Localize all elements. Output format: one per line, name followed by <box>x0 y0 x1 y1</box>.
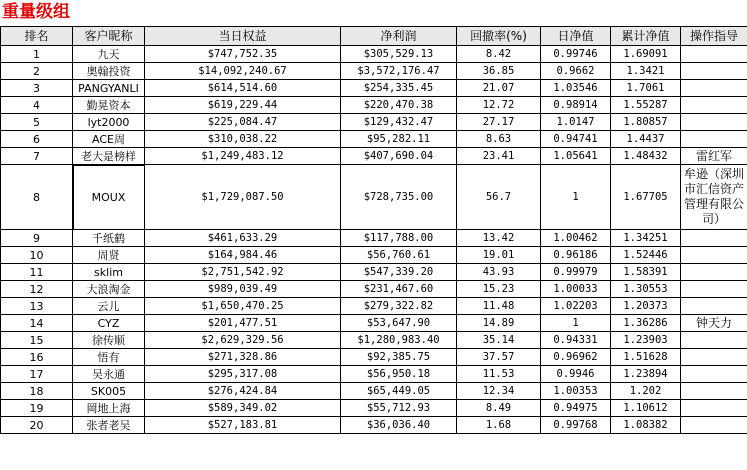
cell-guidance[interactable] <box>681 264 747 281</box>
cell-daily-nav[interactable]: 1.0147 <box>541 114 611 131</box>
cell-guidance[interactable] <box>681 298 747 315</box>
cell-daily-nav[interactable]: 0.94331 <box>541 332 611 349</box>
cell-nickname[interactable]: MOUX <box>73 165 145 230</box>
cell-drawdown[interactable]: 8.63 <box>457 131 541 148</box>
cell-profit[interactable]: $1,280,983.40 <box>341 332 457 349</box>
cell-nickname[interactable]: 张者老吴 <box>73 417 145 434</box>
cell-daily-nav[interactable]: 0.94975 <box>541 400 611 417</box>
cell-nickname[interactable]: 千纸鹤 <box>73 230 145 247</box>
header-rank[interactable]: 排名 <box>1 27 73 46</box>
header-cumulative-nav[interactable]: 累计净值 <box>611 27 681 46</box>
cell-nickname[interactable]: 岡地上海 <box>73 400 145 417</box>
cell-daily-nav[interactable]: 1.05641 <box>541 148 611 165</box>
cell-daily-nav[interactable]: 0.9662 <box>541 63 611 80</box>
cell-guidance[interactable] <box>681 230 747 247</box>
cell-daily-nav[interactable]: 0.96962 <box>541 349 611 366</box>
cell-guidance[interactable] <box>681 417 747 434</box>
table-row <box>1 46 747 63</box>
cell-drawdown[interactable]: 36.85 <box>457 63 541 80</box>
cell-rank[interactable]: 5 <box>1 114 73 131</box>
group-title: 重量级组 <box>2 2 70 22</box>
cell-nickname[interactable]: 悟有 <box>73 349 145 366</box>
cell-rank[interactable]: 10 <box>1 247 73 264</box>
cell-cumulative-nav[interactable]: 1.52446 <box>611 247 681 264</box>
cell-rank[interactable]: 11 <box>1 264 73 281</box>
cell-drawdown[interactable]: 43.93 <box>457 264 541 281</box>
table-row <box>1 366 747 383</box>
table-row <box>1 63 747 80</box>
cell-drawdown[interactable]: 56.7 <box>457 165 541 230</box>
cell-profit[interactable]: $231,467.60 <box>341 281 457 298</box>
cell-drawdown[interactable]: 11.48 <box>457 298 541 315</box>
cell-equity[interactable]: $2,629,329.56 <box>145 332 341 349</box>
cell-profit[interactable]: $220,470.38 <box>341 97 457 114</box>
cell-rank[interactable]: 15 <box>1 332 73 349</box>
cell-guidance[interactable] <box>681 114 747 131</box>
table-row <box>1 80 747 97</box>
cell-cumulative-nav[interactable]: 1.58391 <box>611 264 681 281</box>
cell-nickname[interactable]: 勤晃资本 <box>73 97 145 114</box>
cell-equity[interactable]: $614,514.60 <box>145 80 341 97</box>
table-row <box>1 332 747 349</box>
cell-rank[interactable]: 8 <box>1 165 73 230</box>
cell-guidance[interactable] <box>681 80 747 97</box>
cell-equity[interactable]: $271,328.86 <box>145 349 341 366</box>
cell-cumulative-nav[interactable]: 1.23903 <box>611 332 681 349</box>
cell-nickname[interactable]: CYZ <box>73 315 145 332</box>
cell-cumulative-nav[interactable]: 1.34251 <box>611 230 681 247</box>
cell-equity[interactable]: $2,751,542.92 <box>145 264 341 281</box>
cell-drawdown[interactable]: 11.53 <box>457 366 541 383</box>
cell-nickname[interactable]: 九天 <box>73 46 145 63</box>
cell-profit[interactable]: $547,339.20 <box>341 264 457 281</box>
cell-equity[interactable]: $1,249,483.12 <box>145 148 341 165</box>
cell-equity[interactable]: $201,477.51 <box>145 315 341 332</box>
cell-daily-nav[interactable]: 1.00462 <box>541 230 611 247</box>
cell-profit[interactable]: $117,788.00 <box>341 230 457 247</box>
cell-profit[interactable]: $279,322.82 <box>341 298 457 315</box>
cell-profit[interactable]: $56,950.18 <box>341 366 457 383</box>
table-row <box>1 281 747 298</box>
table-row <box>1 114 747 131</box>
cell-cumulative-nav[interactable]: 1.202 <box>611 383 681 400</box>
cell-rank[interactable]: 3 <box>1 80 73 97</box>
cell-rank[interactable]: 2 <box>1 63 73 80</box>
cell-daily-nav[interactable]: 1.00353 <box>541 383 611 400</box>
table-row <box>1 247 747 264</box>
cell-daily-nav[interactable]: 1.00033 <box>541 281 611 298</box>
cell-cumulative-nav[interactable]: 1.3421 <box>611 63 681 80</box>
cell-guidance[interactable]: 钟天力 <box>681 315 747 332</box>
table-row <box>1 97 747 114</box>
cell-cumulative-nav[interactable]: 1.69091 <box>611 46 681 63</box>
cell-drawdown[interactable]: 27.17 <box>457 114 541 131</box>
cell-daily-nav[interactable]: 0.9946 <box>541 366 611 383</box>
cell-profit[interactable]: $92,385.75 <box>341 349 457 366</box>
cell-drawdown[interactable]: 37.57 <box>457 349 541 366</box>
cell-cumulative-nav[interactable]: 1.10612 <box>611 400 681 417</box>
cell-daily-nav[interactable]: 0.98914 <box>541 97 611 114</box>
cell-rank[interactable]: 13 <box>1 298 73 315</box>
cell-equity[interactable]: $989,039.49 <box>145 281 341 298</box>
cell-drawdown[interactable]: 1.68 <box>457 417 541 434</box>
cell-guidance[interactable] <box>681 349 747 366</box>
cell-daily-nav[interactable]: 1.02203 <box>541 298 611 315</box>
cell-nickname[interactable]: ACE周 <box>73 131 145 148</box>
cell-profit[interactable]: $55,712.93 <box>341 400 457 417</box>
cell-profit[interactable]: $305,529.13 <box>341 46 457 63</box>
cell-drawdown[interactable]: 12.72 <box>457 97 541 114</box>
cell-cumulative-nav[interactable]: 1.55287 <box>611 97 681 114</box>
cell-nickname[interactable]: 老大是榜样 <box>73 148 145 165</box>
table-header-row <box>1 27 747 46</box>
cell-drawdown[interactable]: 15.23 <box>457 281 541 298</box>
table-row <box>1 230 747 247</box>
cell-nickname[interactable]: SK005 <box>73 383 145 400</box>
table-row <box>1 165 747 230</box>
cell-guidance[interactable] <box>681 63 747 80</box>
cell-guidance[interactable] <box>681 131 747 148</box>
cell-cumulative-nav[interactable]: 1.51628 <box>611 349 681 366</box>
cell-rank[interactable]: 20 <box>1 417 73 434</box>
cell-nickname[interactable]: 大浪淘金 <box>73 281 145 298</box>
cell-profit[interactable]: $254,335.45 <box>341 80 457 97</box>
table-row <box>1 264 747 281</box>
cell-rank[interactable]: 7 <box>1 148 73 165</box>
cell-cumulative-nav[interactable]: 1.20373 <box>611 298 681 315</box>
cell-drawdown[interactable]: 8.42 <box>457 46 541 63</box>
cell-rank[interactable]: 6 <box>1 131 73 148</box>
cell-profit[interactable]: $728,735.00 <box>341 165 457 230</box>
cell-cumulative-nav[interactable]: 1.30553 <box>611 281 681 298</box>
cell-cumulative-nav[interactable]: 1.08382 <box>611 417 681 434</box>
cell-rank[interactable]: 17 <box>1 366 73 383</box>
table-row <box>1 417 747 434</box>
table-row <box>1 148 747 165</box>
cell-rank[interactable]: 12 <box>1 281 73 298</box>
cell-equity[interactable]: $589,349.02 <box>145 400 341 417</box>
cell-guidance[interactable] <box>681 332 747 349</box>
table-row <box>1 349 747 366</box>
cell-daily-nav[interactable]: 0.94741 <box>541 131 611 148</box>
header-equity[interactable]: 当日权益 <box>145 27 341 46</box>
cell-rank[interactable]: 1 <box>1 46 73 63</box>
cell-guidance[interactable] <box>681 383 747 400</box>
cell-nickname[interactable]: 徐传顺 <box>73 332 145 349</box>
cell-nickname[interactable]: 吴永通 <box>73 366 145 383</box>
cell-drawdown[interactable]: 14.89 <box>457 315 541 332</box>
cell-drawdown[interactable]: 21.07 <box>457 80 541 97</box>
cell-nickname[interactable]: PANGYANLI <box>73 80 145 97</box>
cell-guidance[interactable] <box>681 46 747 63</box>
cell-rank[interactable]: 14 <box>1 315 73 332</box>
cell-cumulative-nav[interactable]: 1.23894 <box>611 366 681 383</box>
cell-cumulative-nav[interactable]: 1.48432 <box>611 148 681 165</box>
cell-guidance[interactable] <box>681 400 747 417</box>
cell-equity[interactable]: $14,092,240.67 <box>145 63 341 80</box>
cell-cumulative-nav[interactable]: 1.80857 <box>611 114 681 131</box>
cell-profit[interactable]: $407,690.04 <box>341 148 457 165</box>
cell-rank[interactable]: 4 <box>1 97 73 114</box>
cell-guidance[interactable]: 雷红军 <box>681 148 747 165</box>
cell-cumulative-nav[interactable]: 1.4437 <box>611 131 681 148</box>
cell-nickname[interactable]: 周贤 <box>73 247 145 264</box>
cell-cumulative-nav[interactable]: 1.7061 <box>611 80 681 97</box>
cell-equity[interactable]: $1,650,470.25 <box>145 298 341 315</box>
cell-nickname[interactable]: 云儿 <box>73 298 145 315</box>
cell-equity[interactable]: $527,183.81 <box>145 417 341 434</box>
cell-daily-nav[interactable]: 1 <box>541 315 611 332</box>
cell-equity[interactable]: $310,038.22 <box>145 131 341 148</box>
cell-guidance[interactable] <box>681 281 747 298</box>
cell-guidance[interactable]: 牟逊（深圳市汇信资产管理有限公司） <box>681 165 747 230</box>
cell-equity[interactable]: $225,084.47 <box>145 114 341 131</box>
cell-profit[interactable]: $3,572,176.47 <box>341 63 457 80</box>
cell-rank[interactable]: 9 <box>1 230 73 247</box>
cell-nickname[interactable]: sklim <box>73 264 145 281</box>
cell-equity[interactable]: $461,633.29 <box>145 230 341 247</box>
cell-guidance[interactable] <box>681 366 747 383</box>
table-row <box>1 315 747 332</box>
header-daily-nav[interactable]: 日净值 <box>541 27 611 46</box>
cell-drawdown[interactable]: 12.34 <box>457 383 541 400</box>
cell-nickname[interactable]: lyt2000 <box>73 114 145 131</box>
cell-rank[interactable]: 16 <box>1 349 73 366</box>
cell-equity[interactable]: $1,729,087.50 <box>145 165 341 230</box>
cell-rank[interactable]: 19 <box>1 400 73 417</box>
header-drawdown[interactable]: 回撤率(%) <box>457 27 541 46</box>
cell-cumulative-nav[interactable]: 1.67705 <box>611 165 681 230</box>
cell-profit[interactable]: $36,036.40 <box>341 417 457 434</box>
cell-daily-nav[interactable]: 0.96186 <box>541 247 611 264</box>
table-row <box>1 383 747 400</box>
cell-profit[interactable]: $56,760.61 <box>341 247 457 264</box>
cell-daily-nav[interactable]: 0.99768 <box>541 417 611 434</box>
cell-profit[interactable]: $53,647.90 <box>341 315 457 332</box>
cell-daily-nav[interactable]: 0.99746 <box>541 46 611 63</box>
cell-equity[interactable]: $276,424.84 <box>145 383 341 400</box>
cell-equity[interactable]: $747,752.35 <box>145 46 341 63</box>
header-profit[interactable]: 净利润 <box>341 27 457 46</box>
cell-rank[interactable]: 18 <box>1 383 73 400</box>
ranking-table <box>0 26 747 434</box>
cell-guidance[interactable] <box>681 97 747 114</box>
cell-drawdown[interactable]: 13.42 <box>457 230 541 247</box>
cell-guidance[interactable] <box>681 247 747 264</box>
header-guidance[interactable]: 操作指导 <box>681 27 747 46</box>
table-row <box>1 400 747 417</box>
cell-cumulative-nav[interactable]: 1.36286 <box>611 315 681 332</box>
table-row <box>1 298 747 315</box>
cell-drawdown[interactable]: 23.41 <box>457 148 541 165</box>
table-row <box>1 131 747 148</box>
cell-equity[interactable]: $619,229.44 <box>145 97 341 114</box>
cell-drawdown[interactable]: 19.01 <box>457 247 541 264</box>
cell-profit[interactable]: $129,432.47 <box>341 114 457 131</box>
cell-equity[interactable]: $164,984.46 <box>145 247 341 264</box>
cell-drawdown[interactable]: 35.14 <box>457 332 541 349</box>
cell-equity[interactable]: $295,317.08 <box>145 366 341 383</box>
cell-profit[interactable]: $65,449.05 <box>341 383 457 400</box>
cell-profit[interactable]: $95,282.11 <box>341 131 457 148</box>
header-nickname[interactable]: 客户昵称 <box>73 27 145 46</box>
cell-daily-nav[interactable]: 0.99979 <box>541 264 611 281</box>
cell-daily-nav[interactable]: 1 <box>541 165 611 230</box>
cell-daily-nav[interactable]: 1.03546 <box>541 80 611 97</box>
cell-drawdown[interactable]: 8.49 <box>457 400 541 417</box>
cell-nickname[interactable]: 奥翰投资 <box>73 63 145 80</box>
